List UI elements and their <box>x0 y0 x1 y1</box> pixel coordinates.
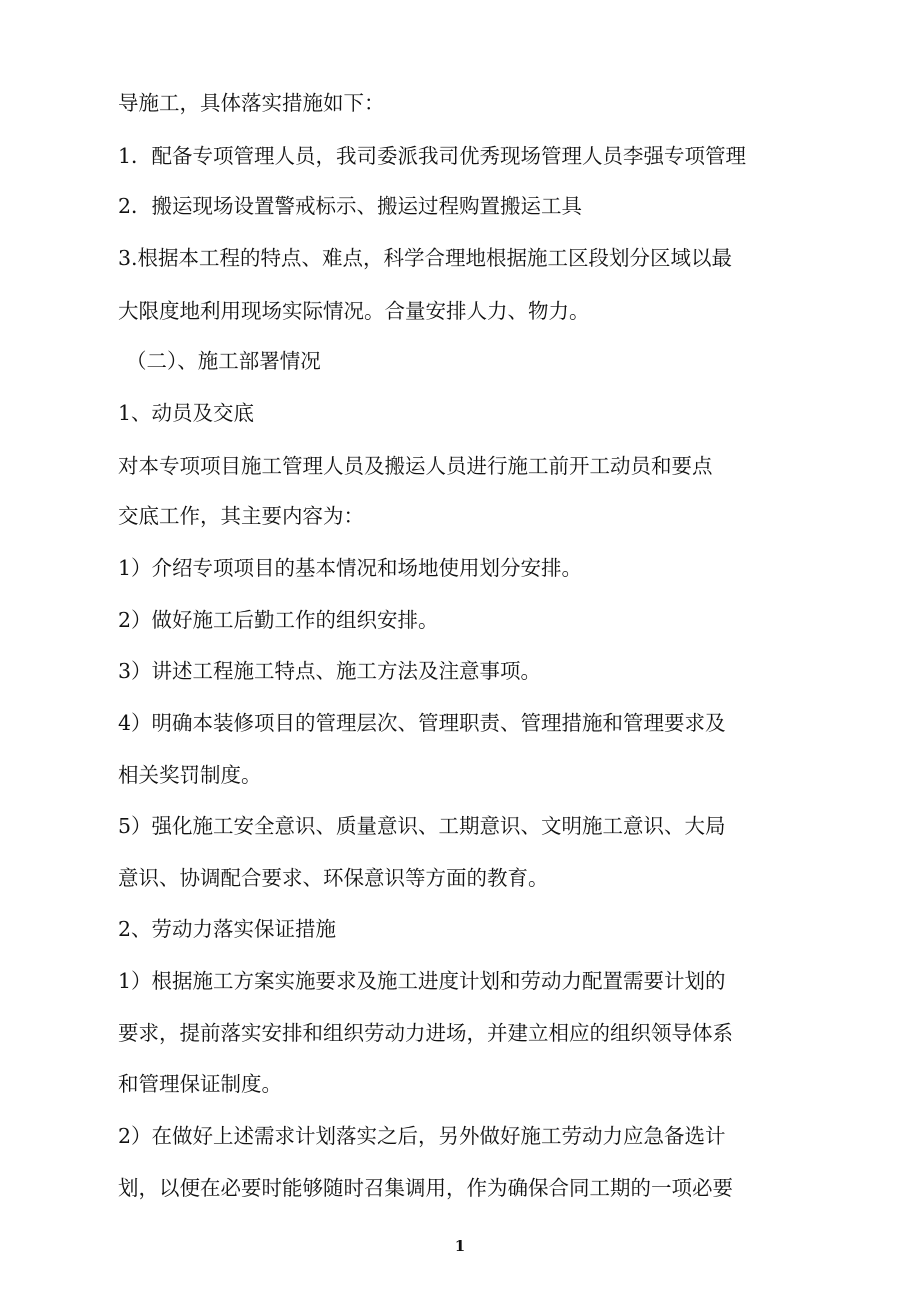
list-item: 1）介绍专项项目的基本情况和场地使用划分安排。 <box>118 556 583 580</box>
text-line: 意识、协调配合要求、环保意识等方面的教育。 <box>118 866 549 890</box>
text-line: 1．配备专项管理人员，我司委派我司优秀现场管理人员李强专项管理 <box>118 144 747 168</box>
text-line: 和管理保证制度。 <box>118 1072 282 1096</box>
list-item: 2）在做好上述需求计划落实之后，另外做好施工劳动力应急备选计 <box>118 1124 726 1148</box>
list-item: 1）根据施工方案实施要求及施工进度计划和劳动力配置需要计划的 <box>118 969 726 993</box>
list-item: 2）做好施工后勤工作的组织安排。 <box>118 608 439 632</box>
text-line: 2．搬运现场设置警戒标示、搬运过程购置搬运工具 <box>118 194 583 218</box>
page-number: 1 <box>454 1237 466 1255</box>
list-item: 3）讲述工程施工特点、施工方法及注意事项。 <box>118 659 542 683</box>
subsection-heading: 1、动员及交底 <box>118 401 255 425</box>
text-line: 要求，提前落实安排和组织劳动力进场，并建立相应的组织领导体系 <box>118 1021 733 1045</box>
text-line: 交底工作，其主要内容为： <box>118 504 364 528</box>
text-line: 大限度地利用现场实际情况。合量安排人力、物力。 <box>118 299 590 323</box>
text-line: 对本专项项目施工管理人员及搬运人员进行施工前开工动员和要点 <box>118 454 713 478</box>
list-item: 4）明确本装修项目的管理层次、管理职责、管理措施和管理要求及 <box>118 711 726 735</box>
text-line: 导施工，具体落实措施如下： <box>118 91 385 115</box>
list-item: 5）强化施工安全意识、质量意识、工期意识、文明施工意识、大局 <box>118 814 726 838</box>
text-line: 相关奖罚制度。 <box>118 763 262 787</box>
section-heading: （二）、施工部署情况 <box>126 349 321 373</box>
subsection-heading: 2、劳动力落实保证措施 <box>118 917 337 941</box>
text-line: 划，以便在必要时能够随时召集调用，作为确保合同工期的一项必要 <box>118 1176 733 1200</box>
text-line: 3.根据本工程的特点、难点，科学合理地根据施工区段划分区域以最 <box>118 246 733 270</box>
